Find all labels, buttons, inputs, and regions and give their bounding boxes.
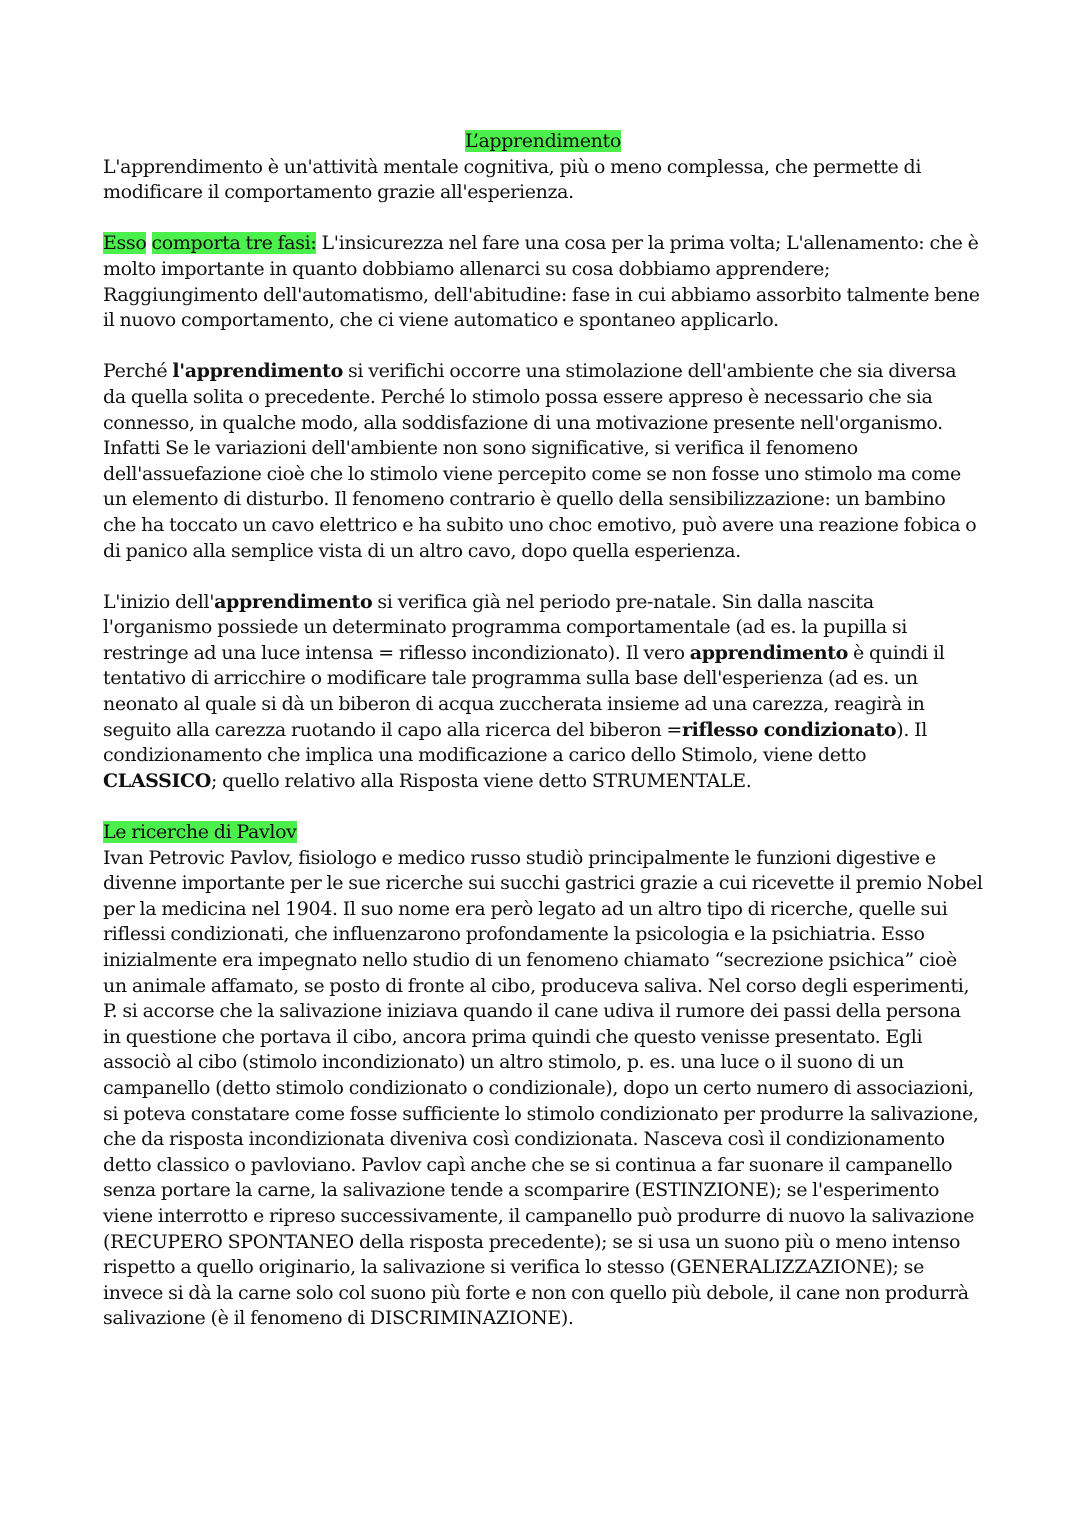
paragraph-gap: [103, 334, 983, 360]
paragraph-phases: [103, 231, 983, 333]
paragraph-stimulation: [103, 359, 983, 564]
section-heading-pavlov: [103, 820, 983, 846]
bold-term: apprendimento: [689, 641, 848, 664]
text-run: si verifica già nel periodo pre-natale. Sin dalla nascita l'organismo possiede un determinato programma comportamentale (ad es. la pupilla si restringe ad una luce intensa = riflesso incondizionato). Il vero: [103, 590, 908, 664]
text-run: Perché: [103, 360, 173, 383]
paragraph-gap: [103, 206, 983, 232]
document-page: [103, 129, 983, 1332]
bold-term: CLASSICO: [103, 769, 212, 792]
paragraph-gap: [103, 564, 983, 590]
text-run: ). Il condizionamento che implica una modificazione a carico dello Stimolo, viene detto: [103, 718, 927, 767]
highlight-esso: Esso: [103, 232, 147, 255]
text-run: L'inizio dell': [103, 590, 215, 613]
text-run: ; quello relativo alla Risposta viene detto STRUMENTALE.: [211, 769, 752, 792]
highlight-tre-fasi: comporta tre fasi:: [151, 232, 317, 255]
paragraph-origin: [103, 590, 983, 795]
bold-term: l'apprendimento: [172, 360, 343, 383]
paragraph-pavlov: Ivan Petrovic Pavlov, fisiologo e medico russo studiò principalmente le funzioni digestive e divenne importante per le sue ricerche sui succhi gastrici grazie a cui ricevette il premio Nobel per la medicina nel 1904. Il suo nome era però legato ad un altro tipo di ricerche, quelle sui riflessi condizionati, che influenzarono profondamente la psicologia e la psichiatria. Esso inizialmente era impegnato nello studio di un fenomeno chiamato “secrezione psichica” cioè un animale affamato, se posto di fronte al cibo, produceva saliva. Nel corso degli esperimenti, P. si accorse che la salivazione iniziava quando il cane udiva il rumore dei passi della persona in questione che portava il cibo, ancora prima quindi che questo venisse presentato. Egli associò al cibo (stimolo incondizionato) un altro stimolo, p. es. una luce o il suono di un campanello (detto stimolo condizionato o condizionale), dopo un certo numero di associazioni, si poteva constatare come fosse sufficiente lo stimolo condizionato per produrre la salivazione, che da risposta incondizionata diveniva così condizionata. Nasceva così il condizionamento detto classico o pavloviano. Pavlov capì anche che se si continua a far suonare il campanello senza portare la carne, la salivazione tende a scomparire (ESTINZIONE); se l'esperimento viene interrotto e ripreso successivamente, il campanello può produrre di nuovo la salivazione (RECUPERO SPONTANEO della risposta precedente); se si usa un suono più o meno intenso rispetto a quello originario, la salivazione si verifica lo stesso (GENERALIZZAZIONE); se invece si dà la carne solo col suono più forte e non con quello più debole, il cane non produrrà salivazione (è il fenomeno di DISCRIMINAZIONE).: [103, 846, 983, 1330]
paragraph-gap: [103, 794, 983, 820]
bold-term: riflesso condizionato: [682, 718, 897, 741]
text-run: è quindi il tentativo di arricchire o modificare tale programma sulla base dell'esperienza (ad es. un neonato al quale si dà un biberon di acqua zuccherata insieme ad una carezza, reagirà in seguito alla carezza ruotando il capo alla ricerca del biberon =: [103, 641, 945, 741]
paragraph-definition: L'apprendimento è un'attività mentale cognitiva, più o meno complessa, che permette di modificare il comportamento grazie all'esperienza.: [103, 155, 922, 204]
bold-term: apprendimento: [214, 590, 373, 613]
title-highlight: L’apprendimento: [465, 130, 621, 152]
phases-text: L'insicurezza nel fare una cosa per la prima volta; L'allenamento: che è molto importante in quanto dobbiamo allenarci su cosa dobbiamo apprendere; Raggiungimento dell'automatismo, dell'abitudine: fase in cui abbiamo assorbito talmente bene il nuovo comportamento, che ci viene automatico e spontaneo applicarlo.: [103, 232, 980, 332]
heading-highlight: Le ricerche di Pavlov: [103, 821, 297, 844]
document-title: [103, 129, 983, 155]
text-run: si verifichi occorre una stimolazione dell'ambiente che sia diversa da quella solita o precedente. Perché lo stimolo possa essere appreso è necessario che sia connesso, in qualche modo, alla soddisfazione di una motivazione presente nell'organismo. Infatti Se le variazioni dell'ambiente non sono significative, si verifica il fenomeno dell'assuefazione cioè che lo stimolo viene percepito come se non fosse uno stimolo ma come un elemento di disturbo. Il fenomeno contrario è quello della sensibilizzazione: un bambino che ha toccato un cavo elettrico e ha subito uno choc emotivo, può avere una reazione fobica o di panico alla semplice vista di un altro cavo, dopo quella esperienza.: [103, 360, 977, 562]
